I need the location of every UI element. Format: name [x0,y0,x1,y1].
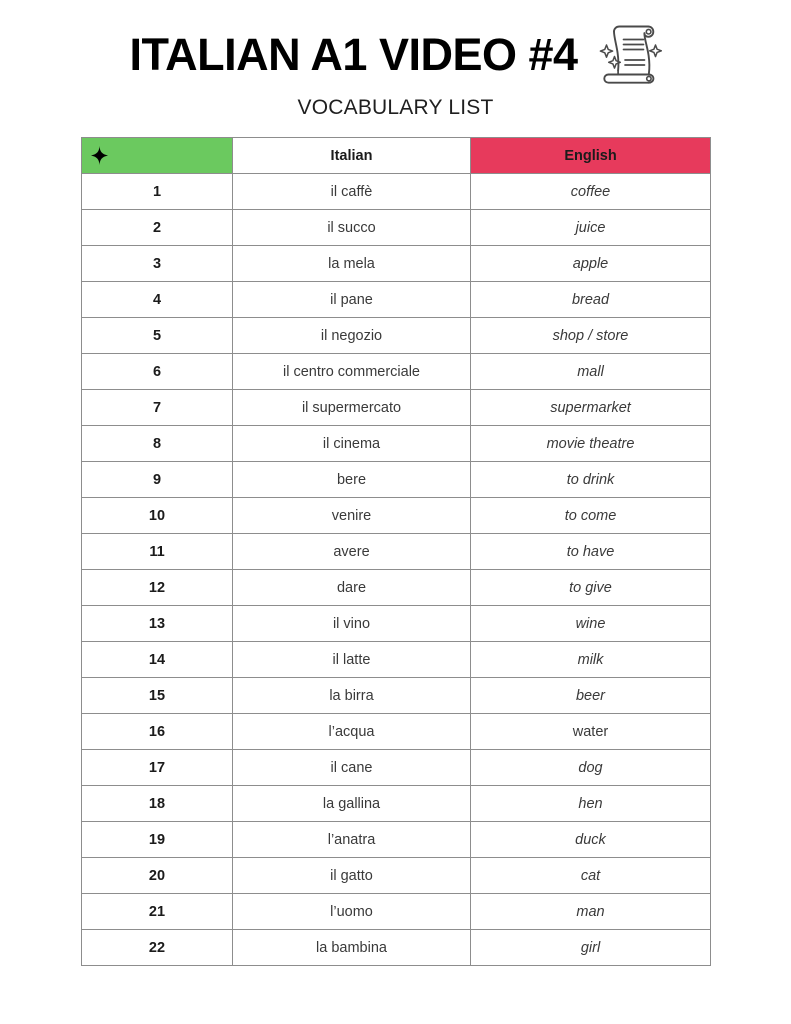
row-number: 3 [82,246,233,282]
table-row [82,282,711,318]
english-translation: movie theatre [471,426,711,462]
table-row [82,858,711,894]
table-row [82,894,711,930]
row-number: 11 [82,534,233,570]
italian-term: il caffè [233,174,471,210]
row-number: 22 [82,930,233,966]
table-row [82,498,711,534]
row-number: 10 [82,498,233,534]
english-translation: mall [471,354,711,390]
table-row [82,354,711,390]
english-translation: duck [471,822,711,858]
table-row [82,462,711,498]
row-number: 13 [82,606,233,642]
english-translation: milk [471,642,711,678]
page-subtitle: VOCABULARY LIST [297,96,494,119]
scroll-icon [596,23,662,85]
vocabulary-table [81,137,711,966]
row-number: 9 [82,462,233,498]
table-row [82,678,711,714]
italian-term: il negozio [233,318,471,354]
english-translation: to give [471,570,711,606]
italian-term: la birra [233,678,471,714]
italian-term: dare [233,570,471,606]
column-header-italian: Italian [233,138,471,174]
table-row [82,534,711,570]
italian-term: avere [233,534,471,570]
table-row [82,426,711,462]
row-number: 16 [82,714,233,750]
italian-term: il pane [233,282,471,318]
table-row [82,642,711,678]
english-translation: wine [471,606,711,642]
row-number: 4 [82,282,233,318]
table-header-row [82,138,711,174]
italian-term: il centro commerciale [233,354,471,390]
table-row [82,750,711,786]
table-row [82,390,711,426]
row-number: 14 [82,642,233,678]
row-number: 18 [82,786,233,822]
row-number: 5 [82,318,233,354]
page-title: ITALIAN A1 VIDEO #4 [129,28,578,80]
english-translation: hen [471,786,711,822]
english-translation: to drink [471,462,711,498]
row-number: 15 [82,678,233,714]
english-translation: beer [471,678,711,714]
italian-term: la gallina [233,786,471,822]
english-translation: coffee [471,174,711,210]
english-translation: man [471,894,711,930]
english-translation: to come [471,498,711,534]
italian-term: il latte [233,642,471,678]
italian-term: bere [233,462,471,498]
column-header-number [82,138,233,174]
page-header [0,24,791,124]
table-row [82,822,711,858]
table-body [82,174,711,966]
english-translation: bread [471,282,711,318]
row-number: 7 [82,390,233,426]
table-row [82,714,711,750]
row-number: 12 [82,570,233,606]
table-row [82,606,711,642]
italian-term: il cane [233,750,471,786]
row-number: 6 [82,354,233,390]
italian-term: l’anatra [233,822,471,858]
italian-term: la bambina [233,930,471,966]
star-icon [91,147,108,163]
row-number: 19 [82,822,233,858]
table-header [82,138,711,174]
english-translation: apple [471,246,711,282]
row-number: 20 [82,858,233,894]
english-translation: supermarket [471,390,711,426]
english-translation: girl [471,930,711,966]
column-header-english: English [471,138,711,174]
table-row [82,210,711,246]
italian-term: l’uomo [233,894,471,930]
table-row [82,246,711,282]
english-translation: water [471,714,711,750]
english-translation: juice [471,210,711,246]
english-translation: to have [471,534,711,570]
italian-term: il supermercato [233,390,471,426]
italian-term: il succo [233,210,471,246]
row-number: 1 [82,174,233,210]
english-translation: cat [471,858,711,894]
italian-term: il gatto [233,858,471,894]
table-row [82,318,711,354]
italian-term: venire [233,498,471,534]
row-number: 17 [82,750,233,786]
table-row [82,786,711,822]
italian-term: la mela [233,246,471,282]
italian-term: il vino [233,606,471,642]
english-translation: shop / store [471,318,711,354]
italian-term: l’acqua [233,714,471,750]
row-number: 2 [82,210,233,246]
row-number: 21 [82,894,233,930]
table-row [82,570,711,606]
title-row [0,24,791,84]
italian-term: il cinema [233,426,471,462]
row-number: 8 [82,426,233,462]
english-translation: dog [471,750,711,786]
table-row [82,174,711,210]
table-row [82,930,711,966]
